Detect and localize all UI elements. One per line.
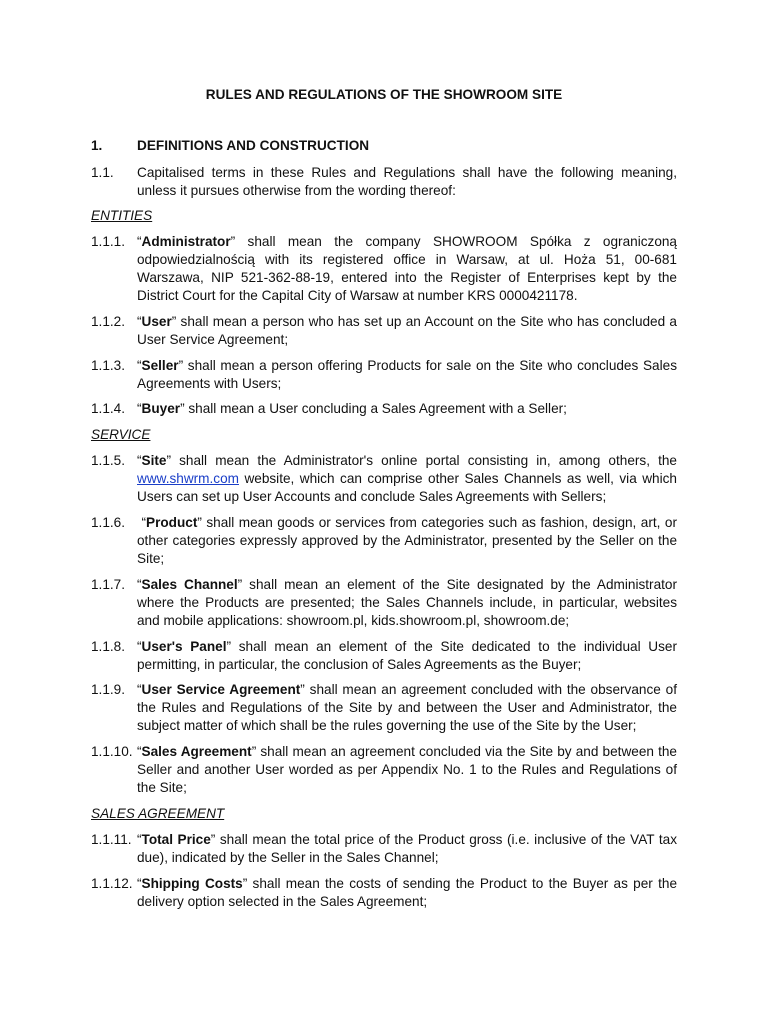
clause-text: “Total Price” shall mean the total price of the Product gross (i.e. inclusive of the VAT tax due), indicated by the Seller in the Sales Channel; xyxy=(137,832,677,865)
clause-number: 1.1.12. xyxy=(91,876,133,891)
definition-text: shall mean the company SHOWROOM Spółka z ograniczoną odpowiedzialnością with its registered office in Warsaw, at ul. Hoża 51, 00-681 Warszawa, NIP 521-362-88-19, entered into the Register of Enterprises kept by the District Court for the Capital City of Warsaw at number KRS 0000421178. xyxy=(137,234,677,303)
defined-term: Seller xyxy=(141,358,179,373)
clause-number: 1.1.11. xyxy=(91,832,132,847)
clause-text: “Buyer” shall mean a User concluding a Sales Agreement with a Seller; xyxy=(137,401,567,416)
clause-text: “User” shall mean a person who has set up an Account on the Site who has concluded a User Service Agreement; xyxy=(137,314,677,347)
heading-service: SERVICE xyxy=(91,427,151,442)
defined-term: Total Price xyxy=(141,832,211,847)
definition-text: shall mean the total price of the Product gross (i.e. inclusive of the VAT tax due), indicated by the Seller in the Sales Channel; xyxy=(137,832,677,865)
definition-text: shall mean a person who has set up an Account on the Site who has concluded a User Service Agreement; xyxy=(137,314,677,347)
clause-text: “Shipping Costs” shall mean the costs of sending the Product to the Buyer as per the delivery option selected in the Sales Agreement; xyxy=(137,876,677,909)
definition-text: shall mean the costs of sending the Product to the Buyer as per the delivery option selected in the Sales Agreement; xyxy=(137,876,677,909)
section-heading xyxy=(91,137,369,155)
definition-text: shall mean a person offering Products for sale on the Site who concludes Sales Agreements with Users; xyxy=(137,358,677,391)
clause-text: “Product” shall mean goods or services from categories such as fashion, design, art, or other categories expressly approved by the Administrator, presented by the Seller on the Site; xyxy=(137,515,677,566)
defined-term: User xyxy=(141,314,172,329)
defined-term: Sales Channel xyxy=(141,577,238,592)
clause-sales-agreement xyxy=(91,743,677,797)
clause-seller xyxy=(91,357,677,393)
defined-term: Sales Agreement xyxy=(141,744,252,759)
clause-text: “Sales Channel” shall mean an element of the Site designated by the Administrator where the Products are presented; the Sales Channels include, in particular, websites and mobile applications: showroom.pl, kids.showroom.pl, showroom.de; xyxy=(137,577,677,628)
clause-intro xyxy=(91,164,677,200)
clause-shipping-costs xyxy=(91,875,677,911)
defined-term: Buyer xyxy=(141,401,181,416)
defined-term: User Service Agreement xyxy=(141,682,301,697)
clause-number: 1.1.3. xyxy=(91,358,126,373)
clause-text: “Administrator” shall mean the company SHOWROOM Spółka z ograniczoną odpowiedzialnością with its registered office in Warsaw, at ul. Hoża 51, 00-681 Warszawa, NIP 521-362-88-19, entered into the Register of Enterprises kept by the District Court for the Capital City of Warsaw at number KRS 0000421178. xyxy=(137,234,677,303)
definition-text: shall mean goods or services from categories such as fashion, design, art, or other categories expressly approved by the Administrator, presented by the Seller on the Site; xyxy=(137,515,677,566)
clause-user xyxy=(91,313,677,349)
clause-text: Capitalised terms in these Rules and Regulations shall have the following meaning, unless it pursues otherwise from the wording thereof: xyxy=(137,165,677,198)
clause-number: 1.1.9. xyxy=(91,682,126,697)
clause-number: 1.1.2. xyxy=(91,314,126,329)
definition-text: shall mean an element of the Site designated by the Administrator where the Products are presented; the Sales Channels include, in particular, websites and mobile applications: showroom.pl, kids.showroom.pl, showroom.de; xyxy=(137,577,677,628)
clause-number: 1.1.7. xyxy=(91,577,126,592)
clause-text: “Sales Agreement” shall mean an agreement concluded via the Site by and between the Seller and another User worded as per Appendix No. 1 to the Rules and Regulations of the Site; xyxy=(137,744,677,795)
clause-number: 1.1. xyxy=(91,165,114,180)
clause-buyer xyxy=(91,400,677,418)
clause-text: “User Service Agreement” shall mean an agreement concluded with the observance of the Rules and Regulations of the Site by and between the User and Administrator, the subject matter of which shall be the rules governing the use of the Site by the User; xyxy=(137,682,677,733)
clause-administrator xyxy=(91,233,677,305)
clause-number: 1.1.4. xyxy=(91,401,126,416)
clause-number: 1.1.8. xyxy=(91,639,126,654)
definition-text: shall mean a User concluding a Sales Agreement with a Seller; xyxy=(184,401,567,416)
clause-number: 1.1.1. xyxy=(91,234,126,249)
clause-text: “User's Panel” shall mean an element of the Site dedicated to the individual User permitting, in particular, the conclusion of Sales Agreements as the Buyer; xyxy=(137,639,677,672)
document-title: RULES AND REGULATIONS OF THE SHOWROOM SITE xyxy=(205,87,563,102)
clause-number: 1.1.6. xyxy=(91,515,126,530)
clause-number: 1.1.10. xyxy=(91,744,133,759)
definition-text: website, which can comprise other Sales Channels as well, via which Users can set up User Accounts and conclude Sales Agreements with Sellers; xyxy=(137,471,677,504)
definition-text: shall mean the Administrator's online portal consisting in, among others, the xyxy=(171,453,677,468)
clause-product xyxy=(91,514,677,568)
clause-text: “Seller” shall mean a person offering Products for sale on the Site who concludes Sales Agreements with Users; xyxy=(137,358,677,391)
defined-term: Product xyxy=(146,515,198,530)
site-link[interactable]: www.shwrm.com xyxy=(137,471,239,486)
defined-term: Administrator xyxy=(141,234,231,249)
section-title: DEFINITIONS AND CONSTRUCTION xyxy=(137,138,370,153)
section-number: 1. xyxy=(91,138,103,153)
clause-number: 1.1.5. xyxy=(91,453,126,468)
definition-text: shall mean an element of the Site dedicated to the individual User permitting, in particular, the conclusion of Sales Agreements as the Buyer; xyxy=(137,639,677,672)
clause-total-price xyxy=(91,831,677,867)
heading-entities: ENTITIES xyxy=(91,208,153,223)
clause-user-service-agreement xyxy=(91,681,677,735)
heading-sales-agreement: SALES AGREEMENT xyxy=(91,806,225,821)
clause-text: “Site” shall mean the Administrator's online portal consisting in, among others, the www.shwrm.com website, which can comprise other Sales Channels as well, via which Users can set up User Accounts and conclude Sales Agreements with Sellers; xyxy=(137,453,677,504)
defined-term: Site xyxy=(141,453,167,468)
clause-site xyxy=(91,452,677,506)
defined-term: Shipping Costs xyxy=(141,876,243,891)
definition-text: shall mean an agreement concluded with the observance of the Rules and Regulations of the Site by and between the User and Administrator, the subject matter of which shall be the rules governing the use of the Site by the User; xyxy=(137,682,677,733)
defined-term: User's Panel xyxy=(141,639,227,654)
clause-sales-channel xyxy=(91,576,677,630)
definition-text: shall mean an agreement concluded via the Site by and between the Seller and another User worded as per Appendix No. 1 to the Rules and Regulations of the Site; xyxy=(137,744,677,795)
clause-users-panel xyxy=(91,638,677,674)
